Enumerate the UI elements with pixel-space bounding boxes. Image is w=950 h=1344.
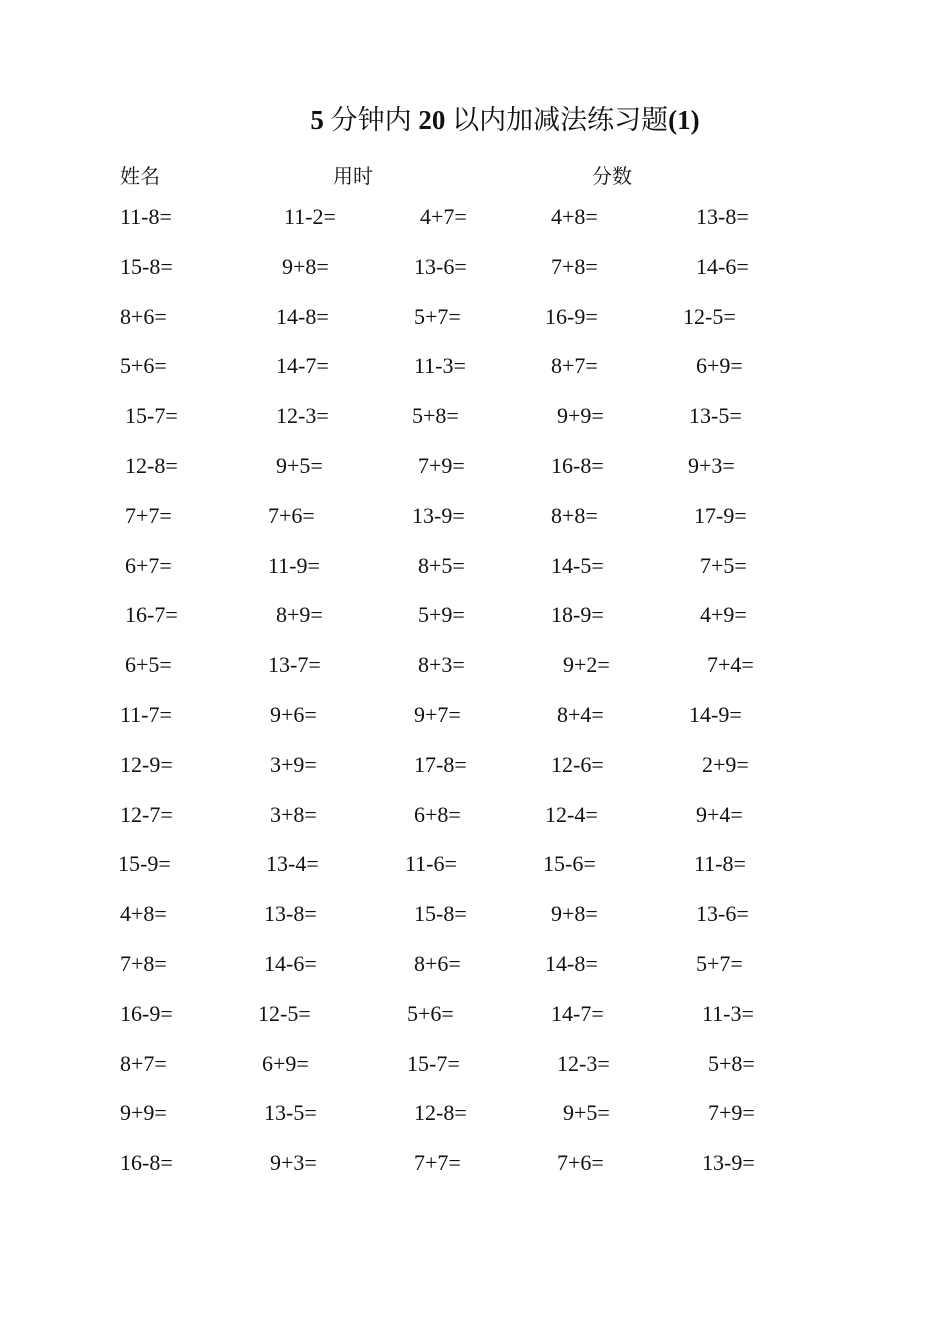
problem-cell: 13-6= (414, 253, 467, 279)
problem-cell: 2+9= (702, 751, 749, 777)
problem-cell: 13-5= (689, 403, 742, 429)
problem-row (0, 652, 950, 702)
problem-cell: 15-8= (120, 253, 173, 279)
problem-cell: 8+4= (557, 701, 604, 727)
problem-row (0, 1100, 950, 1150)
problem-cell: 3+9= (270, 751, 317, 777)
problem-row (0, 204, 950, 254)
problem-cell: 15-6= (543, 851, 596, 877)
title-part: 分钟内 (330, 105, 412, 135)
problem-cell: 9+7= (414, 701, 461, 727)
problem-cell: 12-3= (557, 1050, 610, 1076)
problem-cell: 11-8= (120, 204, 172, 229)
title-part: 5 (310, 105, 324, 135)
problem-cell: 7+9= (418, 452, 465, 478)
problem-cell: 5+7= (696, 950, 743, 976)
problem-cell: 6+9= (262, 1050, 309, 1076)
problem-cell: 12-9= (120, 751, 173, 777)
problem-row (0, 901, 950, 951)
problem-cell: 16-8= (551, 452, 604, 478)
problem-cell: 11-9= (268, 552, 320, 578)
problem-cell: 9+5= (563, 1100, 610, 1126)
problem-cell: 14-6= (696, 253, 749, 279)
problem-cell: 4+8= (120, 901, 167, 927)
problem-cell: 13-9= (702, 1150, 755, 1176)
problem-cell: 9+4= (696, 801, 743, 827)
problem-cell: 4+8= (551, 204, 598, 229)
problem-row (0, 1150, 950, 1200)
problem-cell: 6+7= (125, 552, 172, 578)
problem-cell: 15-9= (118, 851, 171, 877)
problem-cell: 16-9= (120, 1000, 173, 1026)
problem-row (0, 553, 950, 603)
problem-row (0, 353, 950, 403)
problem-row (0, 1051, 950, 1101)
problem-cell: 8+5= (418, 552, 465, 578)
problem-cell: 12-8= (414, 1100, 467, 1126)
problem-row (0, 702, 950, 752)
name-label: 姓名 (120, 164, 160, 188)
problem-cell: 14-9= (689, 701, 742, 727)
problem-cell: 7+4= (707, 652, 754, 678)
problem-cell: 7+6= (557, 1150, 604, 1176)
problem-cell: 6+9= (696, 353, 743, 379)
problem-cell: 13-7= (268, 652, 321, 678)
problem-cell: 12-5= (258, 1000, 311, 1026)
problem-cell: 12-7= (120, 801, 173, 827)
problem-row (0, 602, 950, 652)
problem-cell: 13-4= (266, 851, 319, 877)
problem-row (0, 1001, 950, 1051)
problem-cell: 5+8= (708, 1050, 755, 1076)
problem-cell: 4+9= (700, 602, 747, 628)
problem-cell: 7+8= (120, 950, 167, 976)
problem-cell: 9+5= (276, 452, 323, 478)
problem-row (0, 851, 950, 901)
problem-cell: 7+9= (708, 1100, 755, 1126)
problem-cell: 5+7= (414, 303, 461, 329)
problem-cell: 13-9= (412, 502, 465, 528)
problem-row (0, 802, 950, 852)
problem-cell: 15-7= (407, 1050, 460, 1076)
page-title (0, 98, 950, 137)
problem-cell: 15-8= (414, 901, 467, 927)
problem-cell: 6+8= (414, 801, 461, 827)
problem-cell: 14-6= (264, 950, 317, 976)
problem-grid (0, 204, 950, 1200)
problem-cell: 4+7= (420, 204, 467, 229)
problem-cell: 14-8= (545, 950, 598, 976)
problem-cell: 9+3= (688, 452, 735, 478)
problem-cell: 11-3= (702, 1000, 754, 1026)
time-label: 用时 (333, 164, 373, 188)
problem-row (0, 254, 950, 304)
title-part: 以内加减法练习题 (452, 105, 669, 135)
problem-row (0, 951, 950, 1001)
problem-cell: 13-8= (696, 204, 749, 229)
problem-cell: 9+9= (120, 1100, 167, 1126)
problem-cell: 12-4= (545, 801, 598, 827)
problem-cell: 9+3= (270, 1150, 317, 1176)
problem-cell: 16-8= (120, 1150, 173, 1176)
problem-cell: 14-8= (276, 303, 329, 329)
problem-cell: 8+7= (120, 1050, 167, 1076)
problem-cell: 14-7= (551, 1000, 604, 1026)
problem-cell: 14-7= (276, 353, 329, 379)
problem-cell: 8+9= (276, 602, 323, 628)
title-part: (1) (668, 105, 700, 135)
problem-cell: 5+9= (418, 602, 465, 628)
problem-cell: 14-5= (551, 552, 604, 578)
problem-cell: 12-5= (683, 303, 736, 329)
problem-row (0, 752, 950, 802)
problem-row (0, 453, 950, 503)
problem-cell: 12-6= (551, 751, 604, 777)
problem-cell: 13-5= (264, 1100, 317, 1126)
problem-cell: 7+7= (125, 502, 172, 528)
problem-cell: 18-9= (551, 602, 604, 628)
problem-cell: 12-8= (125, 452, 178, 478)
problem-cell: 16-9= (545, 303, 598, 329)
problem-cell: 11-6= (405, 851, 457, 877)
problem-cell: 9+6= (270, 701, 317, 727)
problem-row (0, 304, 950, 354)
problem-cell: 3+8= (270, 801, 317, 827)
problem-cell: 8+7= (551, 353, 598, 379)
problem-cell: 8+8= (551, 502, 598, 528)
problem-cell: 12-3= (276, 403, 329, 429)
problem-cell: 11-3= (414, 353, 466, 379)
problem-cell: 17-9= (694, 502, 747, 528)
title-part: 20 (418, 105, 446, 135)
problem-cell: 11-8= (694, 851, 746, 877)
problem-cell: 7+6= (268, 502, 315, 528)
problem-cell: 11-7= (120, 701, 172, 727)
problem-cell: 8+3= (418, 652, 465, 678)
problem-cell: 7+5= (700, 552, 747, 578)
problem-cell: 9+2= (563, 652, 610, 678)
problem-cell: 5+6= (120, 353, 167, 379)
problem-cell: 5+6= (407, 1000, 454, 1026)
problem-cell: 9+8= (551, 901, 598, 927)
problem-cell: 5+8= (412, 403, 459, 429)
problem-cell: 17-8= (414, 751, 467, 777)
problem-cell: 9+9= (557, 403, 604, 429)
problem-cell: 11-2= (284, 204, 336, 229)
problem-cell: 7+8= (551, 253, 598, 279)
problem-cell: 13-6= (696, 901, 749, 927)
problem-cell: 6+5= (125, 652, 172, 678)
problem-cell: 8+6= (120, 303, 167, 329)
problem-cell: 8+6= (414, 950, 461, 976)
problem-row (0, 503, 950, 553)
problem-cell: 7+7= (414, 1150, 461, 1176)
problem-row (0, 403, 950, 453)
problem-cell: 9+8= (282, 253, 329, 279)
problem-cell: 13-8= (264, 901, 317, 927)
problem-cell: 15-7= (125, 403, 178, 429)
score-label: 分数 (592, 164, 632, 188)
problem-cell: 16-7= (125, 602, 178, 628)
